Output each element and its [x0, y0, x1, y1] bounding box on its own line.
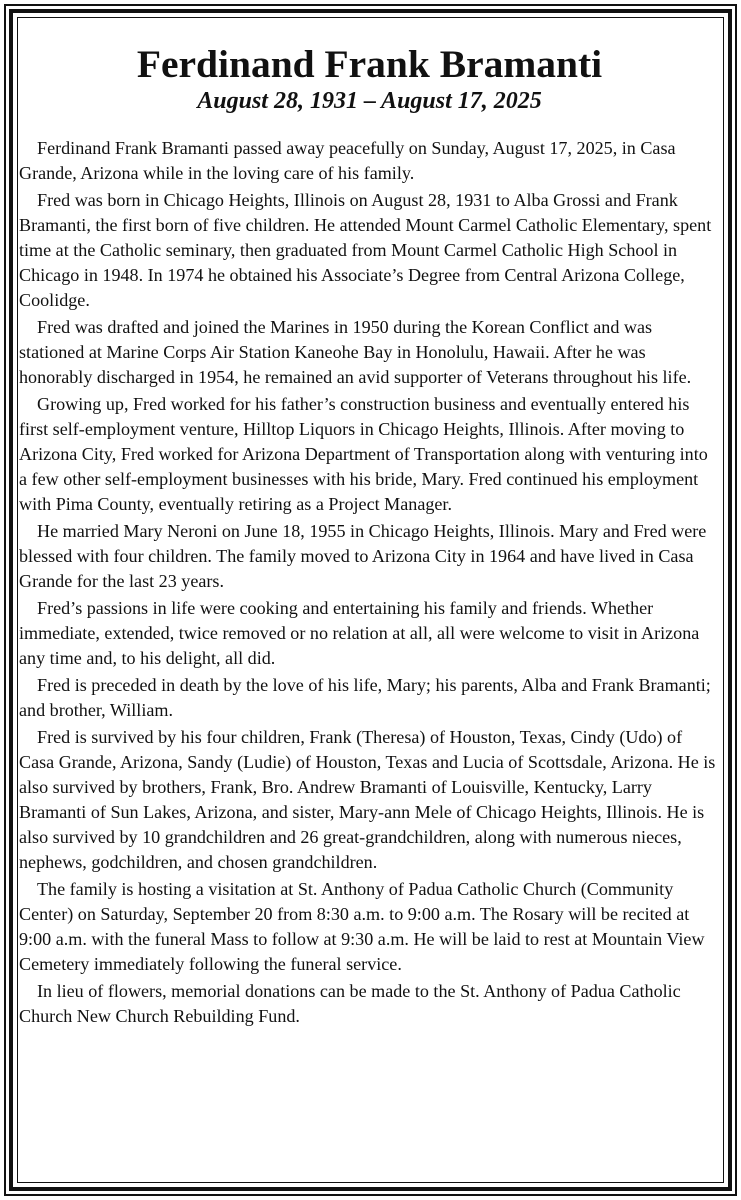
paragraph-early-life: Fred was born in Chicago Heights, Illinois on August 28, 1931 to Alba Grossi and Frank Bramanti, the first born of five children. He attended Mount Carmel Catholic Elementary, spent time at the Catholic seminary, then graduated from Mount Carmel Catholic High School in Chicago in 1948. In 1974 he obtained his Associate’s Degree from Central Arizona College, Coolidge. — [19, 190, 712, 310]
paragraph-career: Growing up, Fred worked for his father’s construction business and eventually entered his first self-employment venture, Hilltop Liquors in Chicago Heights, Illinois. After moving to Arizona City, Fred worked for Arizona Department of Transportation along with venturing into a few other self-employment businesses with his bride, Mary. Fred continued his employment with Pima County, eventually retiring as a Project Manager. — [19, 394, 708, 514]
paragraph-survived: Fred is survived by his four children, Frank (Theresa) of Houston, Texas, Cindy (Udo) of Casa Grande, Arizona, Sandy (Ludie) of Houston, Texas and Lucia of Scottsdale, Arizona. He is also survived by brothers, Frank, Bro. Andrew Bramanti of Louisville, Kentucky, Larry Bramanti of Sun Lakes, Arizona, and sister, Mary-ann Mele of Chicago Heights, Illinois. He is also survived by 10 grandchildren and 26 great-grandchildren, along with numerous nieces, nephews, godchildren, and chosen grandchildren. — [19, 727, 716, 872]
obituary-body — [19, 40, 720, 1031]
paragraph-preceded: Fred is preceded in death by the love of his life, Mary; his parents, Alba and Frank Bramanti; and brother, William. — [19, 675, 711, 720]
life-dates: August 28, 1931 – August 17, 2025 — [197, 88, 542, 114]
paragraph-donations: In lieu of flowers, memorial donations can be made to the St. Anthony of Padua Catholic Church New Church Rebuilding Fund. — [19, 981, 681, 1026]
deceased-name: Ferdinand Frank Bramanti — [136, 42, 603, 86]
paragraph-military: Fred was drafted and joined the Marines in 1950 during the Korean Conflict and was stationed at Marine Corps Air Station Kaneohe Bay in Honolulu, Hawaii. After he was honorably discharged in 1954, he remained an avid supporter of Veterans throughout his life. — [19, 317, 692, 387]
paragraph-passing: Ferdinand Frank Bramanti passed away peacefully on Sunday, August 17, 2025, in Casa Grande, Arizona while in the loving care of his family. — [19, 138, 676, 183]
paragraph-services: The family is hosting a visitation at St. Anthony of Padua Catholic Church (Community Center) on Saturday, September 20 from 8:30 a.m. to 9:00 a.m. The Rosary will be recited at 9:00 a.m. with the funeral Mass to follow at 9:30 a.m. He will be laid to rest at Mountain View Cemetery immediately following the funeral service. — [19, 879, 705, 974]
paragraph-passions: Fred’s passions in life were cooking and entertaining his family and friends. Whether immediate, extended, twice removed or no relation at all, all were welcome to visit in Arizona any time and, to his delight, all did. — [19, 598, 700, 668]
paragraph-marriage: He married Mary Neroni on June 18, 1955 in Chicago Heights, Illinois. Mary and Fred were blessed with four children. The family moved to Arizona City in 1964 and have lived in Casa Grande for the last 23 years. — [19, 521, 707, 591]
